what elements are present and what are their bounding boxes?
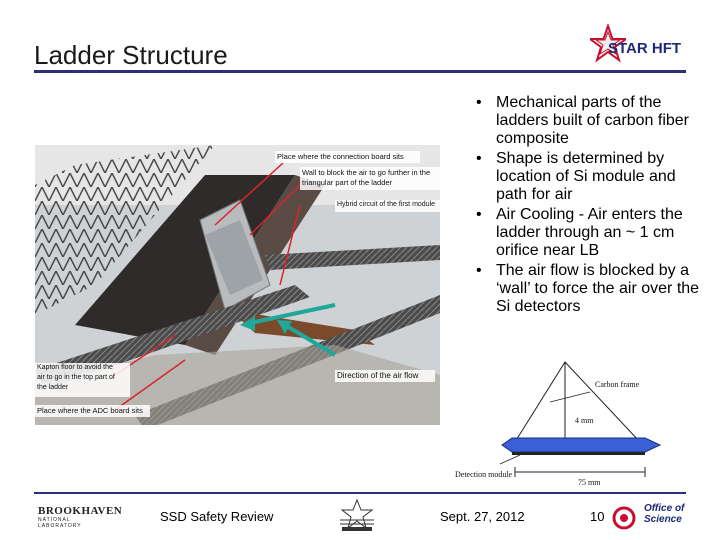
ladder-photo: [35, 145, 440, 425]
label-wall-2: triangular part of the ladder: [302, 178, 393, 187]
label-kapton-3: the ladder: [37, 384, 69, 391]
label-detection-module: Detection module: [455, 470, 513, 479]
footer-divider: [34, 492, 686, 494]
page-number: 10: [590, 509, 605, 524]
doe-line-1: Office of: [644, 503, 685, 514]
bnl-name: BROOKHAVEN: [38, 505, 123, 517]
title-divider: [34, 70, 686, 73]
label-connection-board: Place where the connection board sits: [277, 152, 404, 161]
label-wall-1: Wall to block the air to go further in the: [302, 168, 431, 177]
star-hft-logo-text: STAR HFT: [608, 40, 682, 57]
doe-seal-icon: [610, 506, 638, 530]
doe-line-2: Science: [644, 514, 682, 525]
label-hybrid: Hybrid circuit of the first module: [337, 201, 436, 208]
label-kapton-2: air to go in the top part of: [37, 374, 115, 381]
label-adc: Place where the ADC board sits: [37, 406, 143, 415]
brookhaven-logo: [38, 505, 123, 529]
label-width: 75 mm: [578, 478, 601, 487]
bnl-sub: NATIONAL LABORATORY: [38, 517, 82, 529]
bullet-item: • Air Cooling - Air enters the ladder through an ~ 1 cm orifice near LB: [476, 206, 683, 259]
presentation-date: Sept. 27, 2012: [440, 509, 525, 524]
label-height: 4 mm: [575, 416, 594, 425]
bullet-list: [474, 94, 704, 318]
label-kapton-1: Kapton floor to avoid the: [37, 364, 113, 371]
star-experiment-icon: [336, 498, 378, 534]
event-name: SSD Safety Review: [160, 509, 274, 524]
cross-section-diagram: [440, 352, 710, 487]
label-carbon-frame: Carbon frame: [595, 380, 640, 389]
bullet-item: • Mechanical parts of the ladders built of carbon fiber composite: [476, 94, 689, 147]
bullet-item: • The air flow is blocked by a ‘wall’ to force the air over the Si detectors: [476, 262, 700, 315]
doe-office-of-science-logo: [610, 503, 688, 533]
label-air-flow: Direction of the air flow: [337, 371, 419, 380]
bullet-item: • Shape is determined by location of Si module and path for air: [476, 150, 676, 203]
slide-title: Ladder Structure: [34, 40, 228, 70]
